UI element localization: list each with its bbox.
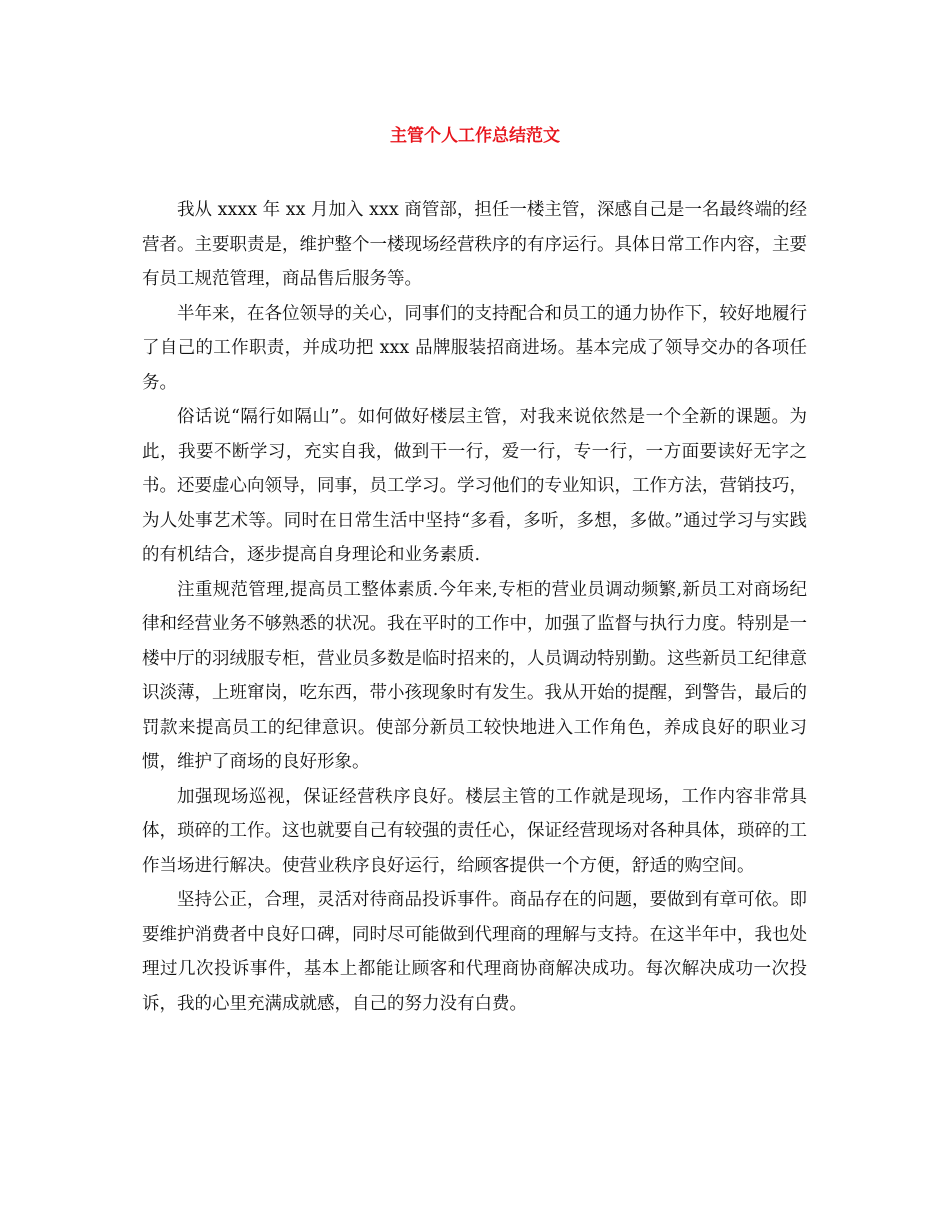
paragraph-3: 俗话说“隔行如隔山”。如何做好楼层主管，对我来说依然是一个全新的课题。为此，我要不断学习，充实自我，做到干一行，爱一行，专一行，一方面要读好无字之书。还要虚心向领导，同事，员工学习。学习他们的专业知识，工作方法，营销技巧，为人处事艺术等。同时在日常生活中坚持“多看，多听，多想，多做。”通过学习与实践的有机结合，逐步提高自身理论和业务素质. xyxy=(142,407,807,565)
paragraph-6: 坚持公正，合理，灵活对待商品投诉事件。商品存在的问题，要做到有章可依。即要维护消费者中良好口碑，同时尽可能做到代理商的理解与支持。在这半年中，我也处理过几次投诉事件，基本上都能让顾客和代理商协商解决成功。每次解决成功一次投诉，我的心里充满成就感，自己的努力没有白费。 xyxy=(142,890,807,1014)
document-body xyxy=(142,193,807,1021)
paragraph-1: 我从 xxxx 年 xx 月加入 xxx 商管部，担任一楼主管，深感自己是一名最终端的经营者。主要职责是，维护整个一楼现场经营秩序的有序运行。具体日常工作内容，主要有员工规范管理，商品售后服务等。 xyxy=(142,200,807,289)
paragraph-2: 半年来，在各位领导的关心，同事们的支持配合和员工的通力协作下，较好地履行了自己的工作职责，并成功把 xxx 品牌服装招商进场。基本完成了领导交办的各项任务。 xyxy=(142,303,807,393)
document-title: 主管个人工作总结范文 xyxy=(390,126,560,146)
paragraph-5: 加强现场巡视，保证经营秩序良好。楼层主管的工作就是现场，工作内容非常具体，琐碎的工作。这也就要自己有较强的责任心，保证经营现场对各种具体，琐碎的工作当场进行解决。使营业秩序良好运行，给顾客提供一个方便，舒适的购空间。 xyxy=(142,786,807,876)
paragraph-4: 注重规范管理,提高员工整体素质.今年来,专柜的营业员调动频繁,新员工对商场纪律和经营业务不够熟悉的状况。我在平时的工作中，加强了监督与执行力度。特别是一楼中厅的羽绒服专柜，营业员多数是临时招来的，人员调动特别勤。这些新员工纪律意识淡薄，上班窜岗，吃东西，带小孩现象时有发生。我从开始的提醒，到警告，最后的罚款来提高员工的纪律意识。使部分新员工较快地进入工作角色，养成良好的职业习惯，维护了商场的良好形象。 xyxy=(142,579,807,772)
